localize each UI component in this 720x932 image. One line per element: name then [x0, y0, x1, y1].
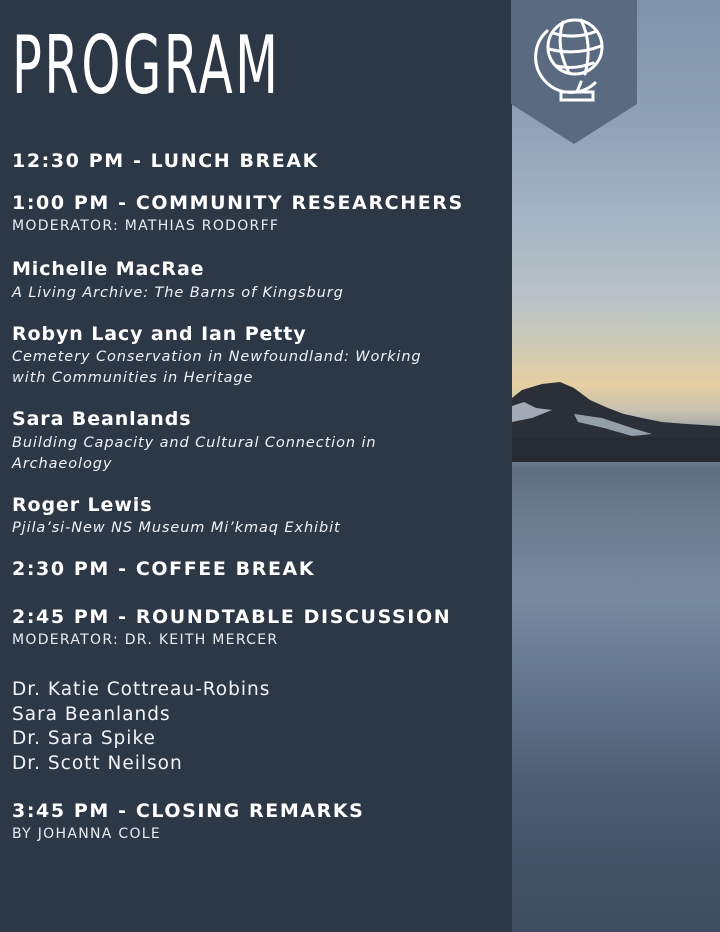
panelist: Dr. Scott Neilson [12, 753, 183, 774]
closing-heading: 3:45 PM - CLOSING REMARKS [12, 800, 365, 822]
lunch-break: 12:30 PM - LUNCH BREAK [12, 150, 319, 172]
coffee-break: 2:30 PM - COFFEE BREAK [12, 558, 316, 580]
talk-title: Pjila’si-New NS Museum Mi’kmaq Exhibit [12, 520, 341, 536]
page-title: PROGRAM [12, 19, 281, 112]
speaker-name: Michelle MacRae [12, 258, 205, 280]
session-heading: 1:00 PM - COMMUNITY RESEARCHERS [12, 192, 464, 214]
speaker-name: Roger Lewis [12, 494, 153, 516]
talk-title: Cemetery Conservation in Newfoundland: Working [12, 349, 422, 365]
session-moderator: MODERATOR: DR. KEITH MERCER [12, 632, 279, 648]
globe-badge [511, 0, 637, 144]
speaker-name: Robyn Lacy and Ian Petty [12, 323, 307, 345]
panelist: Dr. Sara Spike [12, 728, 156, 749]
session-heading: 2:45 PM - ROUNDTABLE DISCUSSION [12, 606, 452, 628]
panelist: Sara Beanlands [12, 704, 171, 725]
talk-title: A Living Archive: The Barns of Kingsburg [12, 285, 344, 301]
talk-title: Archaeology [12, 456, 113, 472]
talk-title: with Communities in Heritage [12, 370, 254, 386]
speaker-name: Sara Beanlands [12, 408, 192, 430]
panelist: Dr. Katie Cottreau-Robins [12, 679, 271, 700]
talk-title: Building Capacity and Cultural Connection in [12, 435, 377, 451]
session-moderator: MODERATOR: MATHIAS RODORFF [12, 218, 280, 234]
closing-by: BY JOHANNA COLE [12, 826, 162, 842]
island-silhouette [512, 378, 720, 468]
